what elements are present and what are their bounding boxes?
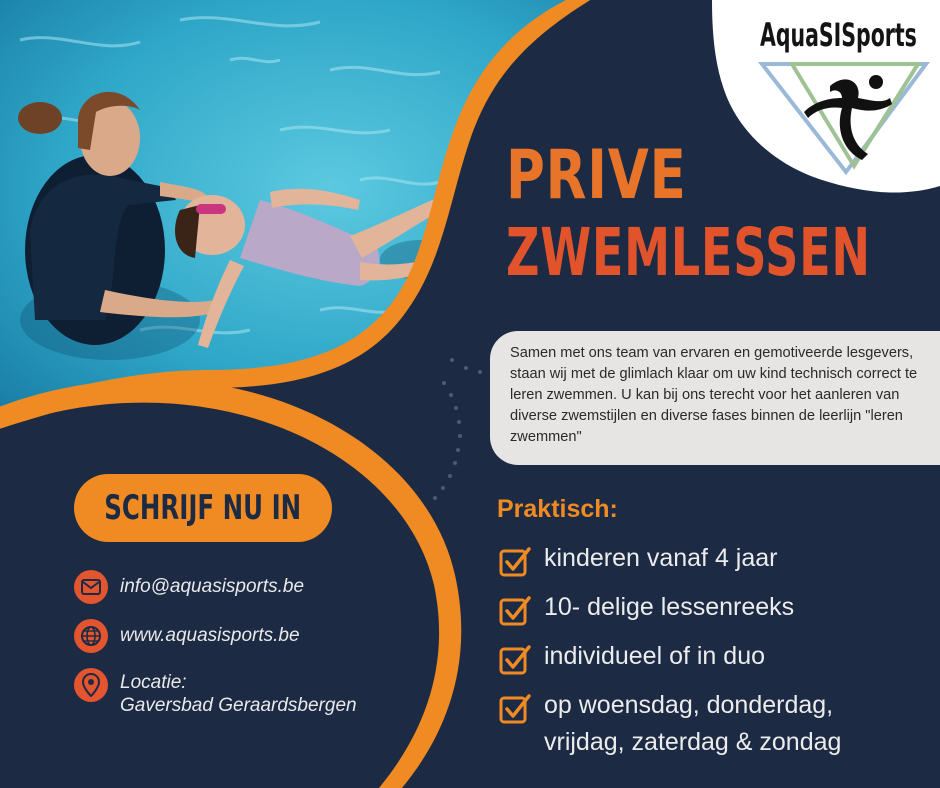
signup-button[interactable] (74, 474, 332, 542)
practical-item-line-2: vrijdag, zaterdag & zondag (544, 728, 842, 756)
brand-logo-text: AquaSISports (760, 16, 917, 54)
contact-website-text[interactable]: www.aquasisports.be (120, 625, 300, 646)
mail-icon (74, 570, 108, 604)
description-text: Samen met ons team van ervaren en gemotiveerde lesgevers, staan wij met de glimlach klaar om uw kind technisch correct te leren zwemmen. U kan bij ons terecht voor het aanleren van diverse zwemstijlen en diverse fases binnen de leerlijn "leren zwemmen" (510, 345, 918, 445)
checkbox-check-icon (498, 692, 532, 726)
dotted-ring-decoration (433, 358, 482, 500)
checkbox-check-icon (498, 545, 532, 579)
practical-item-text: kinderen vanaf 4 jaar (544, 544, 778, 572)
location-label: Locatie: (120, 672, 187, 693)
checkbox-check-icon (498, 643, 532, 677)
contact-location-text (120, 668, 357, 717)
practical-item-line-1: op woensdag, donderdag, (544, 691, 834, 719)
practical-item-text (544, 687, 841, 761)
headline-line-2: ZWEMLESSEN (506, 214, 871, 291)
contact-website[interactable] (74, 619, 300, 653)
location-value: Gaversbad Geraardsbergen (120, 695, 357, 716)
practical-item (498, 643, 765, 677)
practical-item (498, 692, 841, 761)
contact-email[interactable] (74, 570, 304, 604)
description-card (490, 331, 940, 465)
practical-heading: Praktisch: (497, 495, 618, 523)
practical-item-text: individueel of in duo (544, 642, 765, 670)
globe-icon (74, 619, 108, 653)
practical-item-text: 10- delige lessenreeks (544, 593, 795, 621)
contact-email-text[interactable]: info@aquasisports.be (120, 576, 305, 597)
headline-line-1: PRIVE (506, 136, 687, 215)
practical-item (498, 545, 777, 579)
practical-item (498, 594, 794, 628)
checkbox-check-icon (498, 594, 532, 628)
contact-location (74, 668, 357, 717)
signup-button-label: SCHRIJF NU IN (104, 488, 302, 528)
location-pin-icon (74, 668, 108, 702)
